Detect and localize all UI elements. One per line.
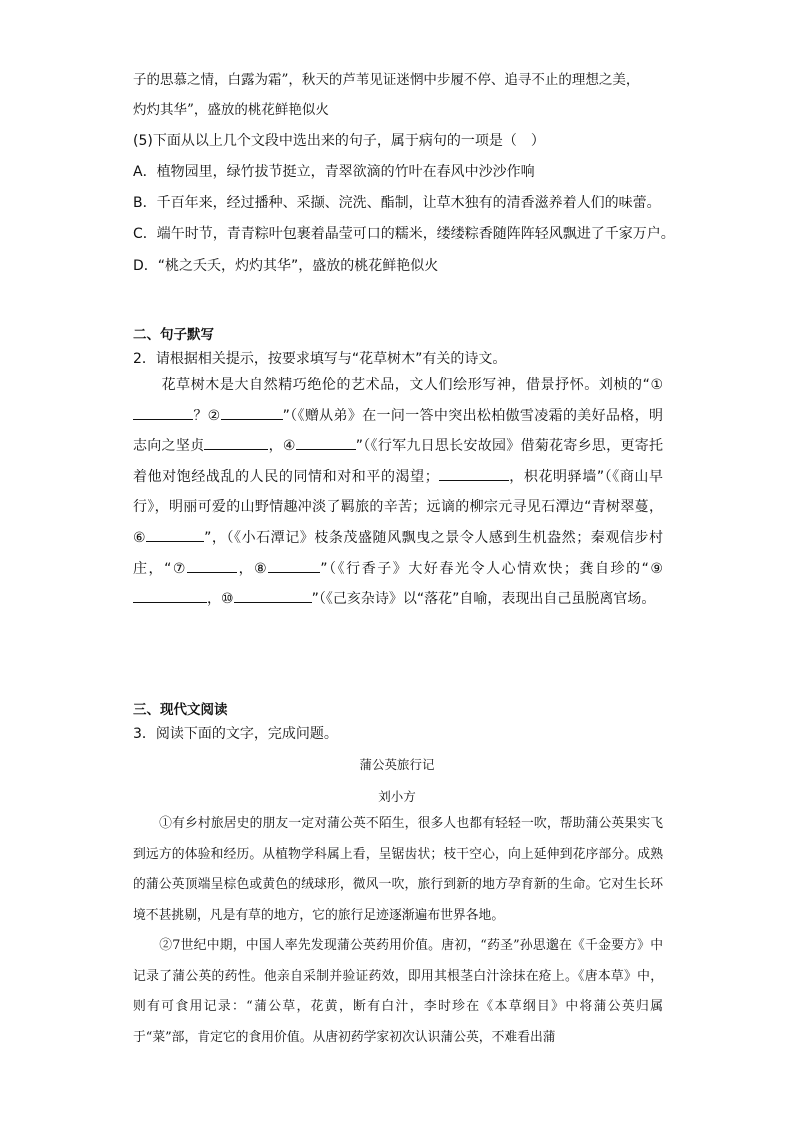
marker-4: ，④ xyxy=(268,438,296,455)
article-author: 刘小方 xyxy=(378,789,416,804)
article-paragraph-1: ①有乡村旅居史的朋友一定对蒲公英不陌生，很多人也都有轻轻一吹，帮助蒲公英果实飞到远方的体验和经历。从植物学科属上看，呈锯齿状；枝干空心，向上延伸到花序部分。成熟的蒲公英顶端呈棕色或黄色的绒球形，微风一吹，旅行到新的地方孕育新的生命。它对生长环境不甚挑剔，凡是有草的地方，它的旅行足迹逐渐遍布世界各地。 xyxy=(133,816,663,923)
marker-2: ？② xyxy=(193,407,221,424)
blank-7[interactable] xyxy=(187,558,237,573)
option-d: D．“桃之夭夭，灼灼其华”，盛放的桃花鲜艳似火 xyxy=(133,258,439,274)
option-a: A．植物园里，绿竹拔节挺立，青翠欲滴的竹叶在春风中沙沙作响 xyxy=(133,164,535,180)
blank-1[interactable] xyxy=(133,405,193,420)
section-2-heading: 二、句子默写 xyxy=(133,327,214,343)
passage-f: ”（《己亥杂诗》以“落花”自喻，表现出自己虽脱离官场。 xyxy=(311,591,656,608)
marker-10: ，⑩ xyxy=(207,591,234,608)
marker-8: ，⑧ xyxy=(237,560,269,577)
blank-6[interactable] xyxy=(146,527,204,542)
passage-b: ”（《行军九日思长安故园》借菊花寄乡思，更寄托着他对饱经战乱的人民的同情和对和平的渴望； xyxy=(133,438,663,485)
passage-d: ”，（《小石潭记》枝条茂盛随风飘曳之景令人感到生机盎然；秦观信步村庄，“⑦ xyxy=(133,529,663,577)
article-body xyxy=(133,809,663,1053)
option-c: C．端午时节，青青粽叶包裹着晶莹可口的糯米，缕缕粽香随阵阵轻风飘进了千家万户。 xyxy=(133,226,675,242)
article-paragraph-2: ②7世纪中期，中国人率先发现蒲公英药用价值。唐初，“药圣”孙思邈在《千金要方》中记录了蒲公英的药性。他亲自采制并验证药效，即用其根茎白汁涂抹在疮上。《唐本草》中，则有可食用记录：“蒲公草，花黄，断有白汁，李时珍在《本草纲目》中将蒲公英归属于“菜”部，肯定它的食用价值。从唐初药学家初次认识蒲公英，不难看出蒲 xyxy=(133,938,663,1045)
passage-intro: 花草树木是大自然精巧绝伦的艺术品，文人们绘形写神，借景抒怀。刘桢的 xyxy=(161,377,643,393)
question-2-prompt: 2．请根据相关提示，按要求填写与“花草树木”有关的诗文。 xyxy=(133,351,507,367)
q1-sub-question-5: (5)下面从以上几个文段中选出来的句子，属于病句的一项是（ ） xyxy=(133,133,545,149)
blank-3[interactable] xyxy=(204,435,268,450)
passage-e: ”（《行香子》大好春光令人心情欢快；龚自珍的“⑨ xyxy=(320,560,663,577)
blank-4[interactable] xyxy=(296,435,356,450)
marker-1: “① xyxy=(642,377,663,393)
question-3-prompt: 3．阅读下面的文字，完成问题。 xyxy=(133,726,338,742)
blank-10[interactable] xyxy=(234,588,312,603)
article-title: 蒲公英旅行记 xyxy=(359,757,435,772)
blank-2[interactable] xyxy=(221,405,283,420)
passage-c: ，枳花明驿墙”（《商山早行》，明丽可爱的山野情趣冲淡了羁旅的辛苦；远谪的柳宗元寻见石潭边“青树翠蔓，⑥ xyxy=(133,468,663,546)
passage-a: ”（《赠从弟》在一问一答中突出松柏傲雪凌霜的美好品格，明志向之坚贞 xyxy=(133,407,663,455)
blank-5[interactable] xyxy=(439,466,509,481)
q1-continuation-line-2: 灼灼其华”，盛放的桃花鲜艳似火 xyxy=(133,102,329,118)
section-3-heading: 三、现代文阅读 xyxy=(133,702,228,718)
question-2-passage xyxy=(133,370,663,615)
blank-9[interactable] xyxy=(133,588,207,603)
option-b: B．千百年来，经过播种、采撷、浣洗、酯制，让草木独有的清香滋养着人们的味蕾。 xyxy=(133,195,661,211)
q1-continuation-line-1: 子的思慕之情，白露为霜”，秋天的芦苇见证迷惘中步履不停、追寻不止的理想之美， xyxy=(133,72,640,88)
blank-8[interactable] xyxy=(268,558,320,573)
